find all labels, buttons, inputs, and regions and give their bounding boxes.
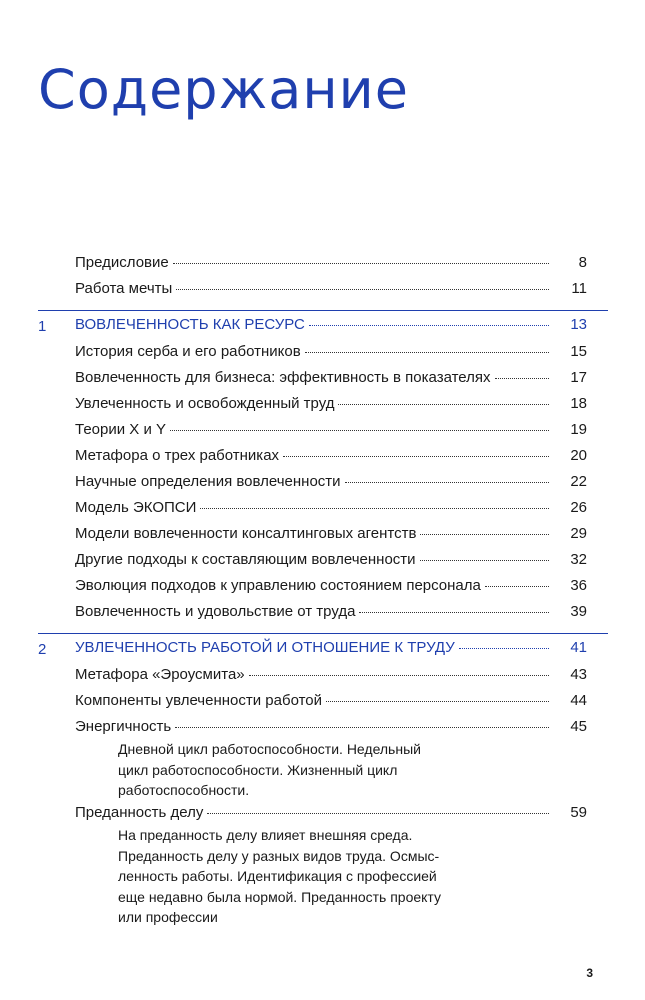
dot-leader (420, 560, 549, 561)
dot-leader (283, 456, 549, 457)
chapter-number: 1 (38, 318, 47, 335)
subtopic-line: цикл работоспособности. Жизненный цикл (118, 761, 398, 778)
toc-entry[interactable] (75, 421, 587, 443)
subtopic-line: работоспособности. (118, 782, 250, 798)
dot-leader (200, 508, 549, 509)
toc-label: Компоненты увлеченности работой (75, 692, 323, 709)
toc-entry[interactable] (75, 525, 587, 547)
toc-entry[interactable] (75, 603, 587, 625)
toc-page: 44 (570, 692, 587, 709)
toc-entry[interactable] (75, 343, 587, 365)
subtopic-line: Дневной цикл работоспособности. Недельный (118, 741, 421, 757)
dot-leader (326, 701, 549, 702)
dot-leader (459, 648, 549, 649)
dot-leader (359, 612, 549, 613)
toc-page: 20 (570, 447, 587, 464)
dot-leader (170, 430, 549, 431)
toc-page: 26 (570, 499, 587, 516)
toc-entry[interactable] (75, 499, 587, 521)
toc-page: 43 (570, 666, 587, 683)
toc-entry[interactable] (75, 718, 587, 740)
toc-chapter-2[interactable] (75, 639, 587, 661)
subtopics-devotion (118, 825, 448, 928)
toc-page: 18 (570, 395, 587, 412)
toc-label: Теории X и Y (75, 421, 166, 438)
toc-page: 19 (570, 421, 587, 438)
chapter-number: 2 (38, 641, 47, 658)
subtopic-line: еще недавно была нормой. Преданность проекту (118, 888, 441, 905)
toc-label: УВЛЕЧЕННОСТЬ РАБОТОЙ И ОТНОШЕНИЕ К ТРУДУ (75, 639, 455, 656)
toc-page: 22 (570, 473, 587, 490)
toc-entry[interactable] (75, 577, 587, 599)
toc-entry[interactable] (75, 395, 587, 417)
toc-entry[interactable] (75, 473, 587, 495)
dot-leader (173, 263, 549, 264)
toc-page: 15 (570, 343, 587, 360)
dot-leader (249, 675, 549, 676)
toc-page: 32 (570, 551, 587, 568)
toc-label: Энергичность (75, 718, 172, 735)
subtopic-line: Преданность делу у разных видов труда. Осмыс- (118, 847, 440, 864)
toc-label: Вовлеченность и удовольствие от труда (75, 603, 356, 620)
dot-leader (495, 378, 549, 379)
toc-entry-preface[interactable] (75, 254, 587, 276)
dot-leader (175, 727, 549, 728)
subtopics-energy (118, 739, 448, 801)
toc-entry[interactable] (75, 692, 587, 714)
toc-entry[interactable] (75, 666, 587, 688)
toc-entry[interactable] (75, 804, 587, 826)
toc-label: Метафора «Эроусмита» (75, 666, 245, 683)
dot-leader (420, 534, 549, 535)
toc-page: 59 (570, 804, 587, 821)
toc-entry-dream-job[interactable] (75, 280, 587, 302)
toc-page: 17 (570, 369, 587, 386)
dot-leader (176, 289, 549, 290)
toc-label: ВОВЛЕЧЕННОСТЬ КАК РЕСУРС (75, 316, 305, 333)
subtopic-line: ленность работы. Идентификация с профессией (118, 868, 437, 884)
subtopic-line: или профессии (118, 909, 218, 925)
dot-leader (338, 404, 549, 405)
dot-leader (305, 352, 549, 353)
toc-page: 11 (571, 280, 587, 297)
toc-label: Предисловие (75, 254, 169, 271)
page-title: Содержание (38, 58, 409, 121)
toc-label: Вовлеченность для бизнеса: эффективность в показателях (75, 369, 491, 386)
toc-label: Работа мечты (75, 280, 173, 297)
chapter-separator (38, 633, 608, 634)
toc-label: Научные определения вовлеченности (75, 473, 341, 490)
page-number: 3 (586, 966, 593, 980)
toc-page: 41 (570, 639, 587, 656)
toc-label: Метафора о трех работниках (75, 447, 280, 464)
toc-label: Модели вовлеченности консалтинговых агентств (75, 525, 417, 542)
toc-page: 8 (578, 254, 587, 271)
dot-leader (207, 813, 549, 814)
toc-entry[interactable] (75, 447, 587, 469)
toc-chapter-1[interactable] (75, 316, 587, 338)
toc-page: 29 (570, 525, 587, 542)
toc-entry[interactable] (75, 369, 587, 391)
toc-page: 36 (570, 577, 587, 594)
toc-page: 39 (570, 603, 587, 620)
toc-label: История серба и его работников (75, 343, 301, 360)
toc-label: Преданность делу (75, 804, 204, 821)
toc-label: Модель ЭКОПСИ (75, 499, 197, 516)
toc-label: Другие подходы к составляющим вовлеченности (75, 551, 416, 568)
dot-leader (345, 482, 549, 483)
dot-leader (485, 586, 549, 587)
toc-label: Увлеченность и освобожденный труд (75, 395, 335, 412)
toc-page: 13 (570, 316, 587, 333)
toc-entry[interactable] (75, 551, 587, 573)
toc-page: 45 (570, 718, 587, 735)
chapter-separator (38, 310, 608, 311)
toc-label: Эволюция подходов к управлению состоянием персонала (75, 577, 481, 594)
subtopic-line: На преданность делу влияет внешняя среда. (118, 827, 413, 843)
dot-leader (309, 325, 549, 326)
